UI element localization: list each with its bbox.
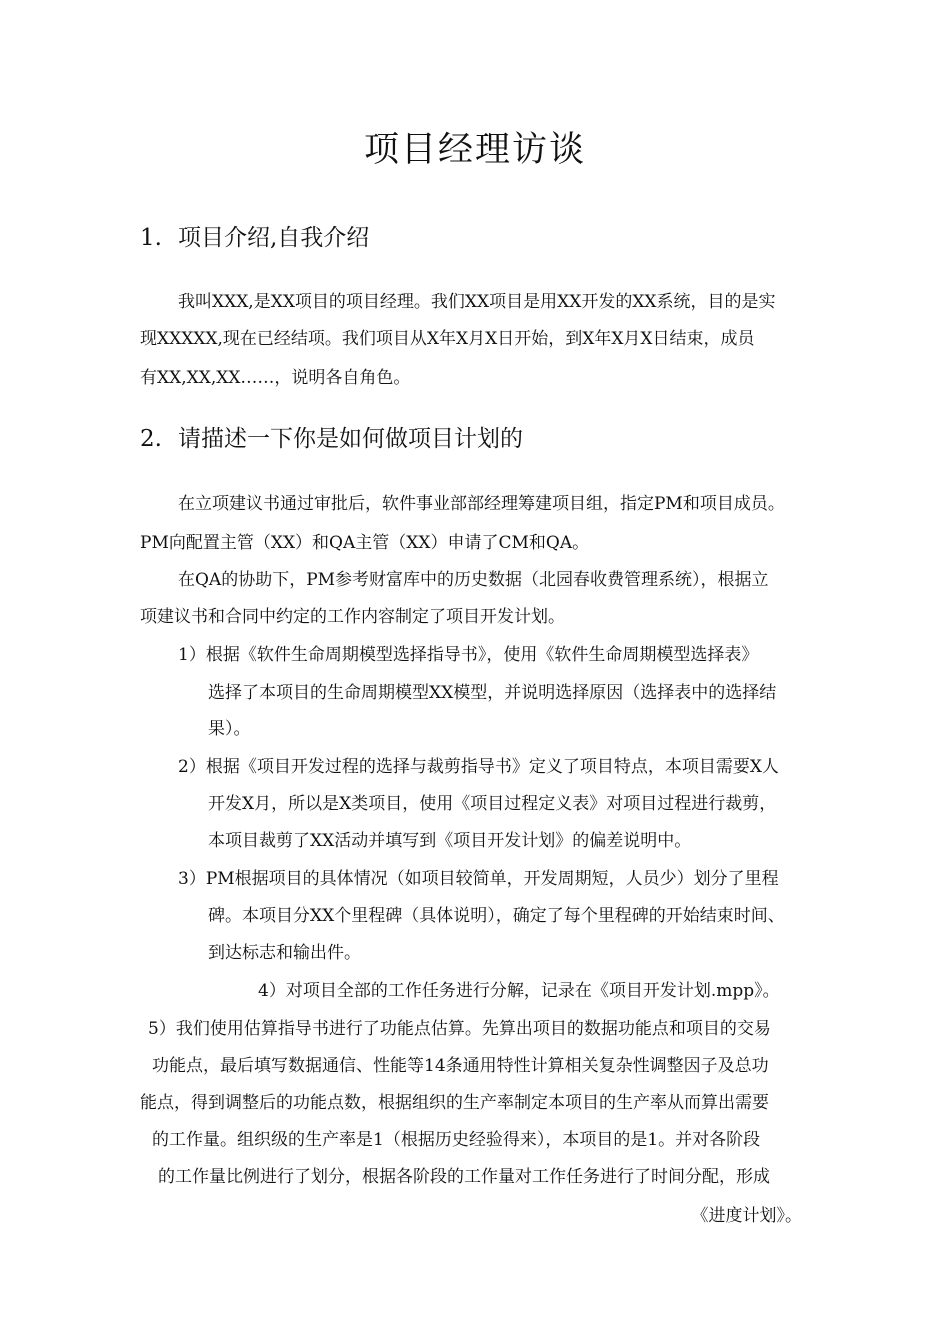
paragraph-line: PM向配置主管（XX）和QA主管（XX）申请了CM和QA。: [140, 533, 590, 553]
section-2-number: 2.: [140, 426, 162, 452]
document-title: 项目经理访谈: [363, 130, 586, 170]
section-2-title: 请描述一下你是如何做项目计划的: [178, 426, 523, 452]
list-item-line: 果）。: [208, 719, 251, 739]
section-2-heading: [140, 424, 523, 454]
section-1-heading: [140, 223, 369, 253]
list-item-line: 功能点，最后填写数据通信、性能等14条通用特性计算相关复杂性调整因子及总功: [152, 1056, 769, 1076]
list-item-line: 选择了本项目的生命周期模型XX模型，并说明选择原因（选择表中的选择结: [208, 683, 777, 703]
list-item-line: 4）对项目全部的工作任务进行分解，记录在《项目开发计划.mpp》。: [258, 981, 780, 1001]
list-item-line: 到达标志和输出件。: [208, 943, 361, 963]
paragraph-line: 有XX,XX,XX……，说明各自角色。: [140, 368, 411, 388]
list-item-line: 3）PM根据项目的具体情况（如项目较简单，开发周期短，人员少）划分了里程: [178, 869, 779, 889]
paragraph-line: 在立项建议书通过审批后，软件事业部部经理筹建项目组，指定PM和项目成员。: [178, 494, 785, 514]
list-item-line: 的工作量。组织级的生产率是1（根据历史经验得来），本项目的是1。并对各阶段: [152, 1130, 761, 1150]
paragraph-line: 我叫XXX,是XX项目的项目经理。我们XX项目是用XX开发的XX系统，目的是实: [178, 292, 776, 312]
list-item-line: 开发X月，所以是X类项目，使用《项目过程定义表》对项目过程进行裁剪，: [208, 794, 777, 814]
section-1-number: 1.: [140, 225, 162, 251]
list-item-line: 本项目裁剪了XX活动并填写到《项目开发计划》的偏差说明中。: [208, 831, 692, 851]
list-item-line: 《进度计划》。: [691, 1206, 802, 1226]
paragraph-line: 项建议书和合同中约定的工作内容制定了项目开发计划。: [140, 607, 565, 627]
paragraph-line: 在QA的协助下，PM参考财富库中的历史数据（北园春收费管理系统），根据立: [178, 570, 769, 590]
list-item-line: 1）根据《软件生命周期模型选择指导书》，使用《软件生命周期模型选择表》: [178, 645, 759, 665]
list-item-line: 的工作量比例进行了划分，根据各阶段的工作量对工作任务进行了时间分配，形成: [158, 1167, 770, 1187]
list-item-line: 能点，得到调整后的功能点数，根据组织的生产率制定本项目的生产率从而算出需要: [140, 1093, 769, 1113]
paragraph-line: 现XXXXX,现在已经结项。我们项目从X年X月X日开始，到X年X月X日结束，成员: [140, 329, 755, 349]
section-1-title: 项目介绍,自我介绍: [178, 225, 370, 251]
list-item-line: 2）根据《项目开发过程的选择与裁剪指导书》定义了项目特点，本项目需要X人: [178, 757, 779, 777]
list-item-line: 碑。本项目分XX个里程碑（具体说明），确定了每个里程碑的开始结束时间、: [208, 906, 785, 926]
list-item-line: 5）我们使用估算指导书进行了功能点估算。先算出项目的数据功能点和项目的交易: [148, 1019, 771, 1039]
